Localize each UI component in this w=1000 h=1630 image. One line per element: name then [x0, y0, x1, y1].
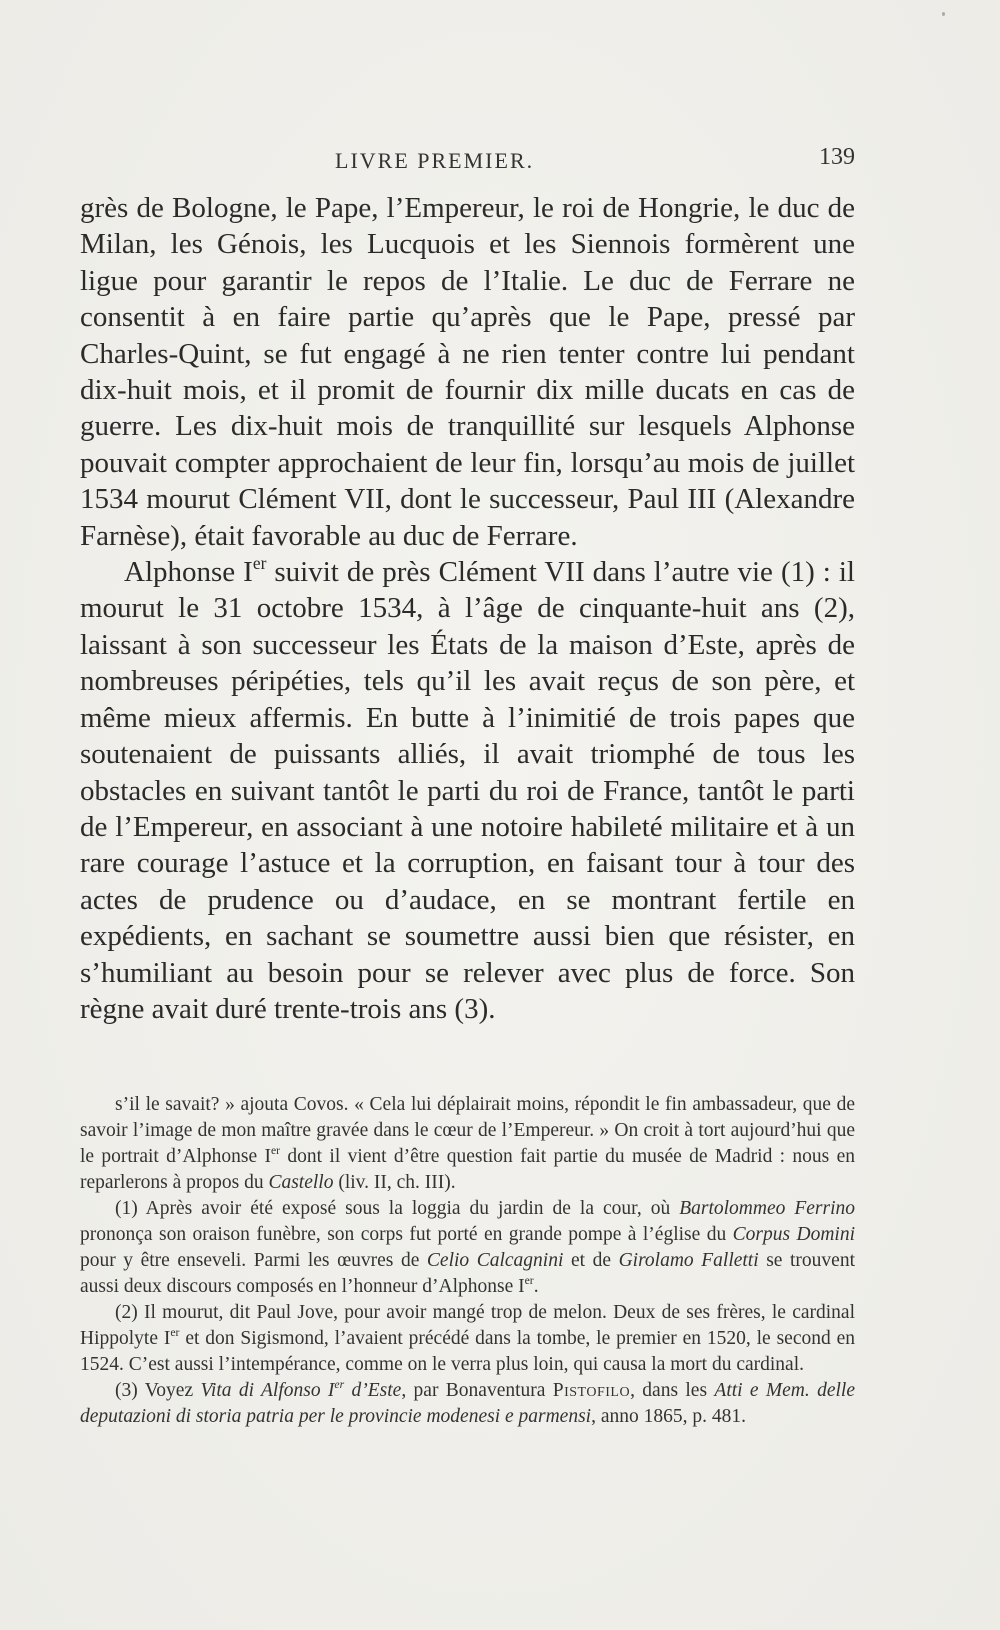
footnote-3: [80, 1378, 855, 1430]
paragraph-2-rest: suivit de près Clément VII dans l’autre vie (1) : il mourut le 31 octobre 1534, à l’âge de cinquante-huit ans (2), laissant à son successeur les États de la maison d’Este, après de nombreuses péripéties, tels qu’il les avait reçus de son père, et même mieux affermis. En butte à l’inimitié de trois papes que soutenaient de puissants alliés, il avait triomphé de tous les obstacles en suivant tantôt le parti du roi de France, tantôt le parti de l’Empereur, en associant à une notoire habileté militaire et à un rare courage l’astuce et la corruption, en faisant tour à tour des actes de prudence ou d’audace, en se montrant fertile en expédients, en sachant se soumettre aussi bien que résister, en s’humiliant au besoin pour se relever avec plus de force. Son règne avait duré trente-trois ans (3).: [80, 556, 855, 1025]
footnote-text: pour y être enseveli. Parmi les œuvres de: [80, 1250, 427, 1271]
ordinal-superscript: er: [524, 1273, 534, 1287]
footnote-italic: Bartolommeo Ferrino: [679, 1198, 855, 1219]
ordinal-superscript: er: [270, 1143, 281, 1157]
footnote-1: [80, 1196, 855, 1300]
page-number: 139: [819, 144, 855, 170]
paper-speck: [942, 12, 945, 16]
author-name: Pistofilo: [552, 1380, 631, 1401]
footnote-italic: Atti e Mem. delle deputazioni di storia patria per le provincie modenesi e parmensi: [80, 1380, 855, 1427]
footnote-text: et don Sigismond, l’avaient précédé dans la tombe, le premier en 1520, le second en 1524. C’est aussi l’intempérance, comme on le verra plus loin, qui causa la mort du cardinal.: [80, 1328, 855, 1375]
paragraph-2: [80, 554, 855, 1027]
running-head: LIVRE PREMIER.: [335, 148, 535, 173]
footnote-text: (liv. II, ch. III).: [333, 1172, 456, 1193]
ordinal-superscript: er: [170, 1325, 180, 1339]
footnote-italic: Castello: [268, 1172, 334, 1193]
footnote-italic: d’Este: [344, 1380, 402, 1401]
page-header: [80, 144, 855, 178]
ordinal-superscript: er: [252, 552, 267, 573]
footnote-text: s’il le savait? » ajouta Covos. « Cela lui déplairait moins, répondit le fin ambassadeur, que de savoir l’image de mon maître gravée dans le cœur de l’Empereur. » On croit à tort aujourd’hui que le portrait d’Alphonse I: [80, 1094, 855, 1167]
footnote-text: (2) Il mourut, dit Paul Jove, pour avoir mangé trop de melon. Deux de ses frères, le cardinal Hippolyte I: [80, 1302, 855, 1349]
footnote-italic: Corpus Domini: [732, 1224, 856, 1245]
footnote-text: prononça son oraison funèbre, son corps fut porté en grande pompe à l’église du: [80, 1224, 733, 1245]
footnote-text: se trouvent aussi deux discours composés en l’honneur d’Alphonse I: [80, 1250, 856, 1297]
footnote-italic: Vita di Alfonso I: [200, 1380, 335, 1401]
main-text: [80, 190, 855, 1027]
footnote-text: .: [533, 1276, 539, 1297]
footnote-text: , par Bonaventura: [401, 1380, 553, 1401]
paragraph-1: grès de Bologne, le Pape, l’Empereur, le roi de Hongrie, le duc de Milan, les Génois, les Lucquois et les Siennois formèrent une ligue pour garantir le repos de l’Italie. Le duc de Ferrare ne consentit à en faire partie qu’après que le Pape, pressé par Charles-Quint, se fut engagé à ne rien tenter contre lui pendant dix-huit mois, et il promit de fournir dix mille ducats en cas de guerre. Les dix-huit mois de tranquillité sur lesquels Alphonse pouvait compter approchaient de leur fin, lorsqu’au mois de juillet 1534 mourut Clément VII, dont le successeur, Paul III (Alexandre Farnèse), était favorable au duc de Ferrare.: [80, 192, 855, 552]
footnote-2: [80, 1300, 855, 1378]
footnote-continuation: [80, 1092, 855, 1196]
footnote-text: , dans les: [630, 1380, 715, 1401]
footnote-text: (1) Après avoir été exposé sous la loggia du jardin de la cour, où: [115, 1198, 680, 1219]
footnotes: [80, 1092, 855, 1430]
footnote-text: dont il vient d’être question fait partie du musée de Madrid : nous en reparlerons à propos du: [80, 1146, 855, 1193]
ordinal-superscript: er: [334, 1377, 345, 1391]
footnote-text: (3) Voyez: [115, 1380, 201, 1401]
footnote-italic: Girolamo Falletti: [618, 1250, 759, 1271]
paragraph-2-start: Alphonse I: [124, 556, 253, 589]
footnote-italic: Celio Calcagnini: [426, 1250, 564, 1271]
footnote-text: et de: [563, 1250, 619, 1271]
footnote-text: , anno 1865, p. 481.: [591, 1406, 747, 1427]
